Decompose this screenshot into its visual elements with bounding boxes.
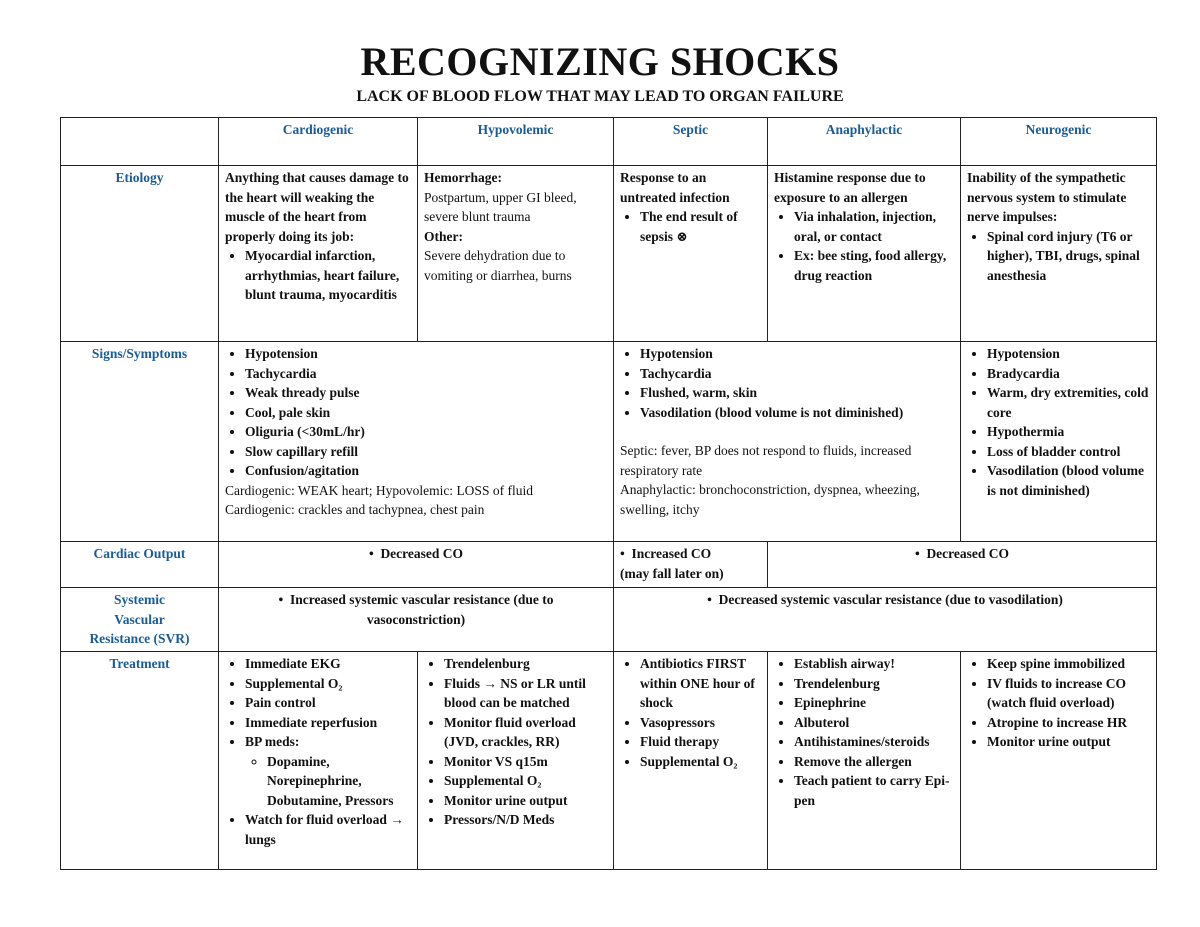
list-item: • Ex: bee sting, food allergy, drug reaction [794,246,954,285]
list-item: • Monitor VS q15m [444,752,607,772]
signs-anaph-note: Anaphylactic: bronchoconstriction, dyspnea, wheezing, swelling, itchy [620,482,920,517]
signs-cardio-hypo-list [225,344,607,481]
row-header-signs: Signs/Symptoms [61,342,219,542]
co-anaph-neuro: • Decreased CO [768,542,1157,588]
list-item [245,732,411,810]
list-item: • Myocardial infarction, arrhythmias, heart failure, blunt trauma, myocarditis [245,246,411,305]
list-item: • Vasodilation (blood volume is not diminished) [640,403,954,423]
treatment-neurogenic [961,652,1157,870]
shock-comparison-table [60,117,1157,870]
list-item: • Cool, pale skin [245,403,607,423]
signs-septic-anaph-list [620,344,954,422]
etiology-hypovolemic [418,166,614,342]
signs-neurogenic [961,342,1157,542]
treatment-septic-list [620,654,761,771]
column-header-cardiogenic: Cardiogenic [219,118,418,166]
list-item: • Atropine to increase HR [987,713,1150,733]
signs-cardio-hypo-note2: Cardiogenic: crackles and tachypnea, chest pain [225,502,485,517]
treatment-anaphylactic-list [774,654,954,810]
list-item: • Antibiotics FIRST within ONE hour of shock [640,654,761,713]
other-label: Other: [424,228,463,244]
list-item: • Hypotension [245,344,607,364]
sub-list-item: ◦ Dopamine, Norepinephrine, Dobutamine, Pressors [267,752,411,811]
list-item: • Albuterol [794,713,954,733]
list-item: • Teach patient to carry Epi-pen [794,771,954,810]
etiology-neurogenic [961,166,1157,342]
etiology-row [61,166,1157,342]
etiology-anaphylactic-text: Histamine response due to exposure to an allergen [774,170,926,205]
list-item: • Monitor urine output [987,732,1150,752]
list-item: • Flushed, warm, skin [640,383,954,403]
svr-cardio-hypo-text: Increased systemic vascular resistance (due to vasoconstriction) [289,592,554,627]
svr-others-text: Decreased systemic vascular resistance (due to vasodilation) [718,592,1063,607]
list-item: • Pain control [245,693,411,713]
list-item: • Trendelenburg [794,674,954,694]
hemorrhage-label: Hemorrhage: [424,170,502,185]
signs-cardio-hypo [219,342,614,542]
list-item: • Supplemental O₂ [444,771,607,791]
list-item: • Trendelenburg [444,654,607,674]
row-header-treatment: Treatment [61,652,219,870]
bp-meds-sublist [245,752,411,811]
treatment-septic [614,652,768,870]
page-subtitle: LACK OF BLOOD FLOW THAT MAY LEAD TO ORGAN FAILURE [356,88,844,105]
list-item: • Via inhalation, injection, oral, or contact [794,207,954,246]
etiology-cardiogenic-text: Anything that causes damage to the heart will weaking the muscle of the heart from properly doing its job: [225,170,409,244]
svr-label-line2: Vascular [114,611,165,627]
svr-label-line1: Systemic [114,592,165,607]
row-header-svr [61,588,219,652]
co-cardio-hypo: • Decreased CO [219,542,614,588]
co-septic [614,542,768,588]
treatment-neurogenic-list [967,654,1150,752]
column-header-hypovolemic: Hypovolemic [418,118,614,166]
list-item: • Hypothermia [987,422,1150,442]
co-anaph-neuro-text: Decreased CO [926,546,1010,561]
svr-cardio-hypo: • Increased systemic vascular resistance (due to vasoconstriction) [219,588,614,652]
other-text: Severe dehydration due to vomiting or diarrhea, burns [424,248,572,283]
treatment-row [61,652,1157,870]
signs-cardio-hypo-note1: Cardiogenic: WEAK heart; Hypovolemic: LOSS of fluid [225,482,533,498]
list-item: • Tachycardia [640,364,954,384]
co-septic-line2: (may fall later on) [620,565,724,581]
column-header-septic: Septic [614,118,768,166]
page-title: RECOGNIZING SHOCKS [360,39,840,84]
list-item: • Weak thready pulse [245,383,607,403]
list-item: • Loss of bladder control [987,442,1150,462]
svr-row [61,588,1157,652]
co-septic-text: Increased CO [631,546,712,561]
hemorrhage-text: Postpartum, upper GI bleed, severe blunt trauma [424,189,577,224]
list-item: • Slow capillary refill [245,442,607,462]
cardiac-output-row [61,542,1157,588]
list-item: • Bradycardia [987,364,1150,384]
list-item: • Antihistamines/steroids [794,732,954,752]
list-item: • Vasopressors [640,713,761,733]
corner-cell [61,118,219,166]
signs-septic-anaph [614,342,961,542]
signs-septic-note: Septic: fever, BP does not respond to fluids, increased respiratory rate [620,443,912,478]
list-item: • Immediate EKG [245,654,411,674]
treatment-hypovolemic-list [424,654,607,830]
etiology-cardiogenic [219,166,418,342]
list-item: • Fluids → NS or LR until blood can be matched [444,674,607,713]
list-item: • Epinephrine [794,693,954,713]
etiology-septic [614,166,768,342]
svr-others: • Decreased systemic vascular resistance (due to vasodilation) [614,588,1157,652]
row-header-etiology: Etiology [61,166,219,342]
list-item: • Oliguria (<30mL/hr) [245,422,607,442]
list-item: • Supplemental O₂ [640,752,761,772]
etiology-septic-text: Response to an untreated infection [620,170,730,205]
list-item: • Spinal cord injury (T6 or higher), TBI, drugs, spinal anesthesia [987,227,1150,286]
spacer [620,422,954,441]
list-item: • Warm, dry extremities, cold core [987,383,1150,422]
list-item: • IV fluids to increase CO (watch fluid overload) [987,674,1150,713]
column-header-anaphylactic: Anaphylactic [768,118,961,166]
etiology-neurogenic-list [967,227,1150,286]
etiology-septic-list [620,207,761,246]
co-cardio-hypo-text: Decreased CO [380,546,464,561]
signs-neurogenic-list [967,344,1150,500]
treatment-cardiogenic-list [225,654,411,849]
bp-meds-label: BP meds: [245,734,300,749]
etiology-anaphylactic [768,166,961,342]
etiology-cardiogenic-list [225,246,411,305]
list-item: • Immediate reperfusion [245,713,411,733]
list-item: • Keep spine immobilized [987,654,1150,674]
list-item: • Monitor urine output [444,791,607,811]
list-item: • Fluid therapy [640,732,761,752]
treatment-anaphylactic [768,652,961,870]
list-item: • Supplemental O₂ [245,674,411,694]
signs-row [61,342,1157,542]
co-septic-line1: • Increased CO [620,546,712,561]
list-item: • Tachycardia [245,364,607,384]
list-item: • Confusion/agitation [245,461,607,481]
list-item: • Remove the allergen [794,752,954,772]
etiology-neurogenic-text: Inability of the sympathetic nervous system to stimulate nerve impulses: [967,170,1127,224]
list-item: • Pressors/N/D Meds [444,810,607,830]
list-item: • Watch for fluid overload → lungs [245,810,411,849]
row-header-cardiac-output: Cardiac Output [61,542,219,588]
list-item: • Vasodilation (blood volume is not diminished) [987,461,1150,500]
etiology-anaphylactic-list [774,207,954,285]
list-item: • Establish airway! [794,654,954,674]
header-row [61,118,1157,166]
treatment-hypovolemic [418,652,614,870]
list-item: • Hypotension [987,344,1150,364]
svr-label-line3: Resistance (SVR) [89,631,190,646]
list-item: • The end result of sepsis ⊗ [640,207,761,246]
column-header-neurogenic: Neurogenic [961,118,1157,166]
list-item: • Hypotension [640,344,954,364]
treatment-cardiogenic [219,652,418,870]
list-item: • Monitor fluid overload (JVD, crackles, RR) [444,713,607,752]
